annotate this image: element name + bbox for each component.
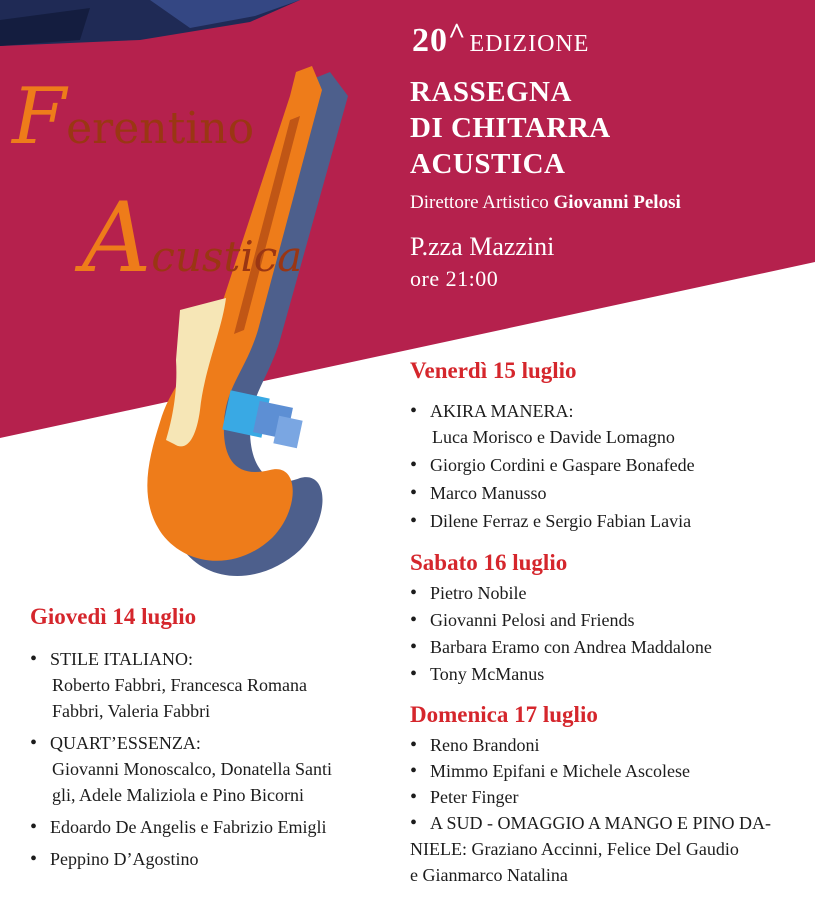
venue: P.zza Mazzini (410, 232, 555, 261)
artistic-director: Direttore Artistico Giovanni Pelosi (410, 192, 681, 213)
act-item: • Mimmo Epifani e Michele Ascolese (410, 758, 771, 784)
act-item: • Giorgio Cordini e Gaspare Bonafede (410, 452, 695, 478)
act-item: • AKIRA MANERA: Luca Morisco e Davide Lomagno (410, 398, 695, 450)
edition-heading: 20^ EDIZIONE (412, 17, 590, 59)
logo-acustica: Acustica (82, 182, 303, 294)
event-title-line: ACUSTICA (410, 148, 566, 180)
day-heading-friday: Venerdì 15 luglio (410, 358, 577, 383)
act-item: • Reno Brandoni (410, 732, 771, 758)
day-heading-thursday: Giovedì 14 luglio (30, 604, 197, 629)
event-title-line: RASSEGNA (410, 76, 572, 108)
act-item: • Pietro Nobile (410, 580, 712, 607)
event-title (410, 74, 611, 182)
act-item: • Peppino D’Agostino (30, 846, 332, 872)
logo-ferentino: Ferentino (12, 72, 255, 162)
lineup-sunday (410, 732, 771, 888)
event-title-line: DI CHITARRA (410, 112, 611, 144)
act-item: • Tony McManus (410, 661, 712, 688)
day-heading-sunday: Domenica 17 luglio (410, 702, 598, 727)
act-item: • Dilene Ferraz e Sergio Fabian Lavia (410, 508, 695, 534)
act-item: • Marco Manusso (410, 480, 695, 506)
day-heading-saturday: Sabato 16 luglio (410, 550, 568, 575)
act-item: • QUART’ESSENZA: Giovanni Monoscalco, Donatella Santi gli, Adele Maliziola e Pino Bicorni (30, 730, 332, 808)
act-item: • Edoardo De Angelis e Fabrizio Emigli (30, 814, 332, 840)
act-item: • A SUD - OMAGGIO A MANGO E PINO DA- NIELE: Graziano Accinni, Felice Del Gaudio e Gianmarco Natalina (410, 810, 771, 888)
start-time: ore 21:00 (410, 266, 499, 291)
act-item: • Giovanni Pelosi and Friends (410, 607, 712, 634)
act-item: • STILE ITALIANO: Roberto Fabbri, Francesca Romana Fabbri, Valeria Fabbri (30, 646, 332, 724)
lineup-thursday (30, 646, 332, 872)
act-item: • Barbara Eramo con Andrea Maddalone (410, 634, 712, 661)
lineup-saturday (410, 580, 712, 688)
act-item: • Peter Finger (410, 784, 771, 810)
lineup-friday (410, 398, 695, 534)
